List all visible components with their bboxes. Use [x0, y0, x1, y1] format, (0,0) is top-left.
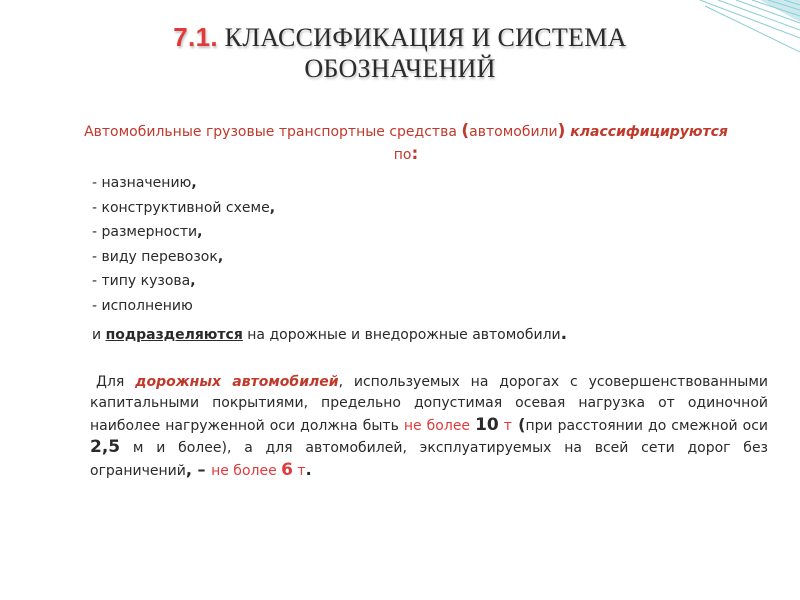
intro-by: по: [393, 147, 412, 163]
list-item-punct: ,: [217, 248, 224, 265]
para-unit: т: [292, 463, 306, 479]
subdivision-pre: и: [92, 327, 106, 343]
intro-sentence: [40, 120, 772, 166]
intro-paren-close: ): [557, 121, 566, 141]
list-item: [92, 171, 275, 196]
list-item: [92, 196, 275, 221]
list-item-text: - назначению: [92, 175, 192, 191]
para-dot: .: [305, 460, 312, 479]
slide-title: [40, 22, 760, 84]
para-unit: т: [498, 418, 512, 434]
para-text: м и более: [120, 440, 222, 456]
list-item-text: - типу кузова: [92, 273, 191, 289]
list-item: [92, 245, 275, 270]
para-value: 2,5: [90, 437, 121, 457]
axle-load-paragraph: [90, 372, 768, 482]
para-text: , предельно допустимая осевая нагрузка от одиночной наиболее нагруженной оси должна быть: [90, 395, 768, 434]
para-road-vehicles: дорожных автомобилей: [135, 374, 339, 390]
para-dash: , –: [185, 460, 212, 479]
title-line2: ОБОЗНАЧЕНИЙ: [304, 54, 496, 83]
classification-list: [92, 171, 275, 318]
list-item: [92, 294, 275, 319]
intro-emphasis: классифицируются: [565, 124, 728, 140]
subdivision-sentence: [92, 322, 567, 347]
para-text: при расстоянии до смежной оси: [525, 418, 769, 434]
para-text: , используемых на дорогах с усовершенствованными капитальными покрытиями: [90, 374, 768, 411]
subdivision-verb: подразделяются: [105, 327, 243, 343]
list-item-punct: ,: [197, 224, 203, 240]
para-paren: (: [511, 415, 526, 434]
list-item-punct: ,: [269, 199, 276, 216]
list-item-text: - исполнению: [92, 297, 193, 314]
subdivision-dot: .: [560, 324, 568, 344]
para-limit: не более: [211, 463, 282, 479]
list-item: [92, 269, 275, 294]
title-number: 7.1.: [173, 22, 218, 52]
list-item-text: - конструктивной схеме: [92, 199, 270, 216]
para-value: 6: [281, 460, 293, 480]
list-item-text: - виду перевозок: [92, 248, 218, 265]
subdivision-post: на дорожные и внедорожные автомобили: [242, 327, 561, 343]
intro-colon: :: [411, 144, 419, 164]
title-line1: КЛАССИФИКАЦИЯ И СИСТЕМА: [224, 23, 627, 52]
para-limit: не более: [403, 418, 476, 434]
intro-text: Автомобильные грузовые транспортные средства: [84, 124, 462, 140]
para-value: 10: [475, 415, 499, 435]
list-item: [92, 220, 275, 245]
para-text: Для: [96, 374, 136, 390]
list-item-text: - размерности: [92, 224, 198, 240]
intro-paren-open: (: [461, 121, 470, 141]
para-text: , эксплуатируемых на всей сети дорог без ограничений: [90, 440, 769, 479]
intro-parenthetical: автомобили: [469, 124, 558, 140]
list-item-punct: ,: [190, 273, 196, 289]
para-text: ), а для автомобилей: [221, 440, 403, 456]
list-item-punct: ,: [191, 175, 197, 191]
